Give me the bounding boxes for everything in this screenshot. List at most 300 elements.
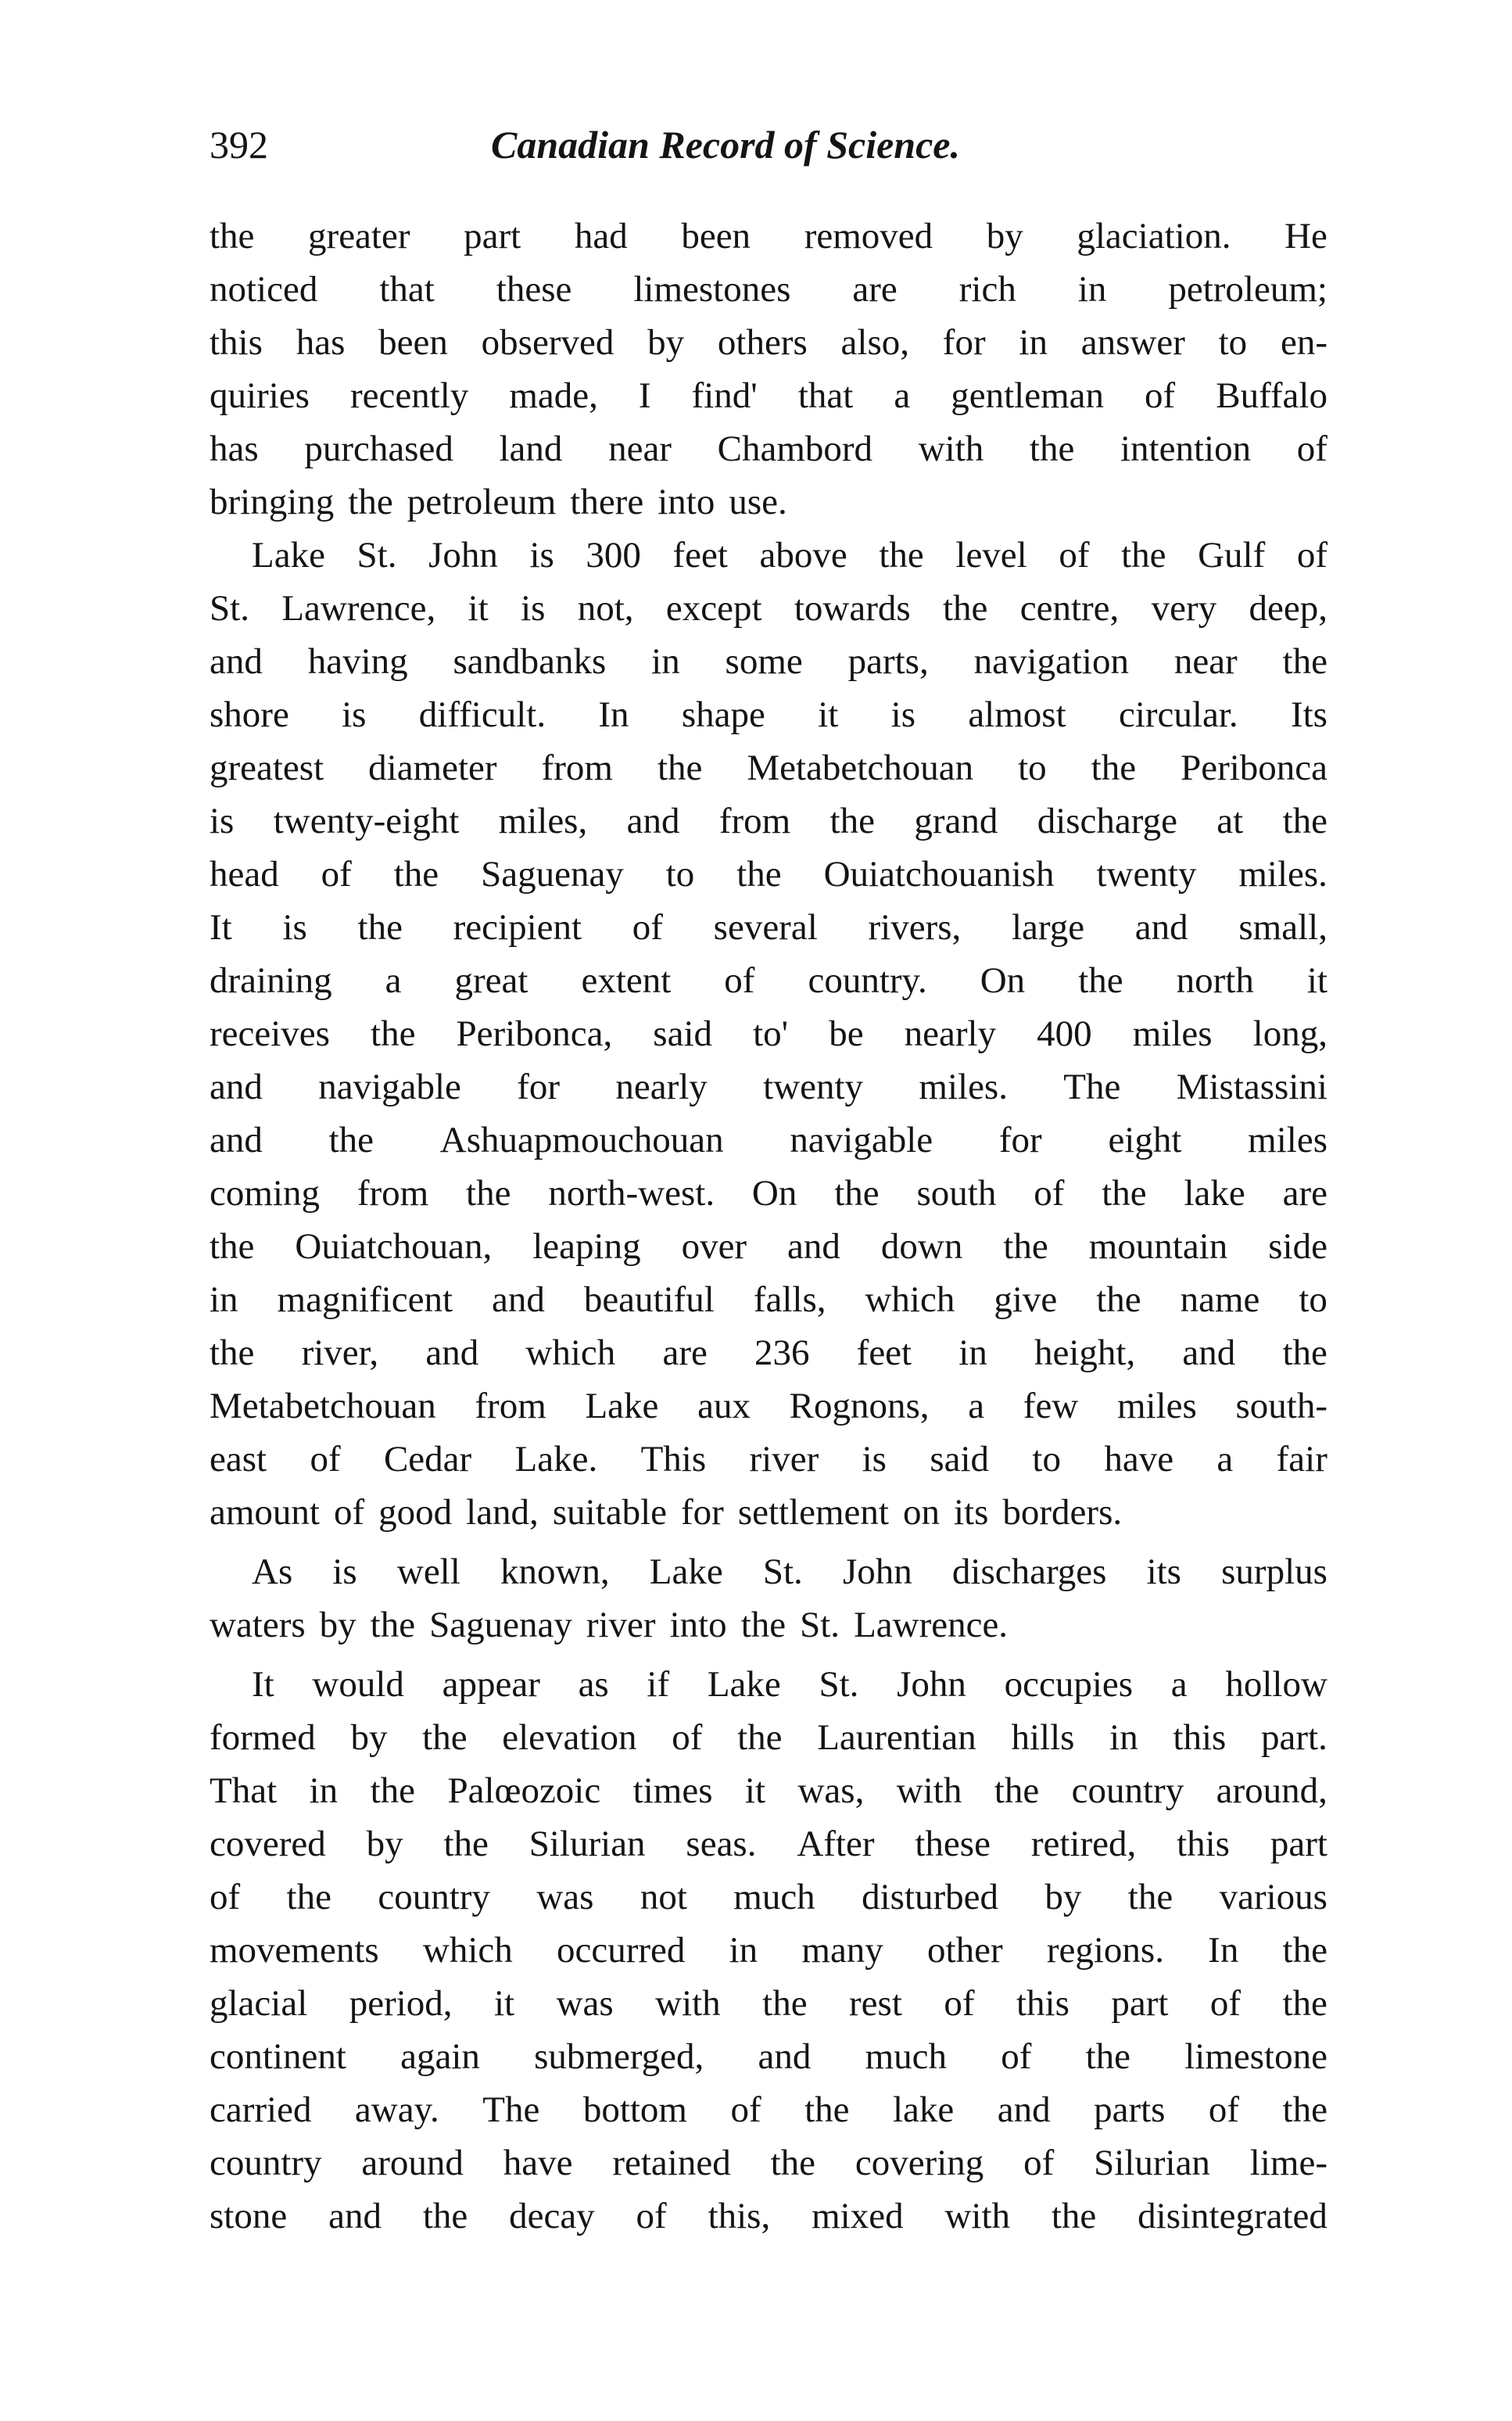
word: the — [737, 1717, 783, 1758]
text-line — [210, 422, 1327, 475]
word: by — [1044, 1877, 1082, 1917]
word: the — [762, 1983, 808, 2024]
text-line — [210, 635, 1327, 688]
word: occurred — [557, 1930, 686, 1971]
word: centre, — [1019, 588, 1120, 629]
word: St. — [800, 1605, 840, 1645]
word: the — [1282, 1983, 1327, 2024]
word: the — [994, 1770, 1040, 1811]
word: miles, — [498, 801, 588, 841]
word: noticed — [210, 269, 318, 310]
word: and — [210, 641, 263, 682]
word: en- — [1280, 322, 1327, 363]
word: the — [210, 1226, 255, 1267]
word: elevation — [502, 1717, 637, 1758]
word: On — [980, 960, 1026, 1001]
word: large — [1011, 907, 1085, 948]
word: carried — [210, 2089, 312, 2130]
word: has — [210, 429, 259, 469]
word: give — [994, 1279, 1058, 1320]
word: John — [428, 535, 498, 576]
word: greater — [308, 216, 410, 256]
word: Lake — [252, 535, 325, 576]
text-line — [210, 582, 1327, 635]
word: it — [818, 694, 839, 735]
word: down — [880, 1226, 963, 1267]
word: twenty-eight — [273, 801, 460, 841]
word: the — [371, 1013, 416, 1054]
word: and — [210, 1120, 263, 1160]
text-line — [210, 794, 1327, 848]
word: this — [1016, 1983, 1070, 2024]
word: surplus — [1221, 1551, 1327, 1592]
word: by — [319, 1605, 357, 1645]
text-line — [210, 1924, 1327, 1977]
word: retained — [612, 2143, 731, 2183]
word: in — [309, 1770, 339, 1811]
word: St. — [210, 588, 249, 629]
word: mixed — [812, 2196, 904, 2236]
word: from — [475, 1386, 546, 1426]
word: shape — [681, 694, 765, 735]
word: the — [1282, 801, 1327, 841]
word: which — [422, 1930, 513, 1971]
word: river — [749, 1439, 819, 1480]
text-line — [210, 688, 1327, 741]
word: the — [740, 1605, 786, 1645]
word: of — [672, 1717, 703, 1758]
word: of — [724, 960, 755, 1001]
word: the — [357, 907, 403, 948]
word: Silurian — [528, 1824, 646, 1864]
word: these — [915, 1824, 991, 1864]
word: long, — [1252, 1013, 1327, 1054]
word: Lake — [707, 1664, 781, 1705]
word: regions. — [1046, 1930, 1164, 1971]
word: the — [1029, 429, 1075, 469]
word: the — [1127, 1877, 1173, 1917]
word: of — [632, 907, 663, 948]
word: part — [1111, 1983, 1169, 2024]
word: disturbed — [862, 1877, 998, 1917]
word: with — [655, 1983, 721, 2024]
word: It — [210, 907, 232, 948]
word: for — [517, 1067, 561, 1107]
word: height, — [1034, 1332, 1136, 1373]
word: with — [896, 1770, 962, 1811]
word: it — [494, 1983, 515, 2024]
word: that — [379, 269, 435, 310]
word: In — [1208, 1930, 1239, 1971]
word: occupies — [1004, 1664, 1134, 1705]
word: land, — [466, 1492, 539, 1533]
word: of — [1145, 375, 1176, 416]
word: it — [1306, 960, 1327, 1001]
word: much — [865, 2036, 947, 2077]
word: by — [647, 322, 685, 363]
word: rivers, — [868, 907, 962, 948]
word: parts — [1094, 2089, 1166, 2130]
word: again — [400, 2036, 480, 2077]
word: these — [496, 269, 572, 310]
word: the — [1051, 2196, 1097, 2236]
word: of — [1001, 2036, 1032, 2077]
word: and — [997, 2089, 1051, 2130]
word: This — [640, 1439, 707, 1480]
word: for — [942, 322, 986, 363]
word: rest — [849, 1983, 902, 2024]
word: away. — [354, 2089, 439, 2130]
word: there — [570, 482, 644, 522]
word: the — [370, 1770, 415, 1811]
word: bringing — [210, 482, 335, 522]
word: St. — [819, 1664, 859, 1705]
word: have — [1104, 1439, 1174, 1480]
word: is — [529, 535, 554, 576]
word: petroleum — [407, 482, 557, 522]
word: in — [1109, 1717, 1138, 1758]
word: Laurentian — [817, 1717, 976, 1758]
word: had — [574, 216, 628, 256]
text-line — [210, 1817, 1327, 1870]
word: with — [944, 2196, 1010, 2236]
word: was — [556, 1983, 614, 2024]
word: the — [1282, 2089, 1327, 2130]
word: around — [361, 2143, 464, 2183]
text-line — [210, 1545, 1327, 1598]
word: shore — [210, 694, 289, 735]
word: lake — [892, 2089, 955, 2130]
word: near — [1173, 641, 1238, 682]
text-line — [210, 1167, 1327, 1220]
word: that — [797, 375, 854, 416]
word: and — [491, 1279, 545, 1320]
word: on — [902, 1492, 940, 1533]
word: of — [636, 2196, 667, 2236]
word: is — [342, 694, 367, 735]
word: extent — [581, 960, 672, 1001]
word: if — [647, 1664, 670, 1705]
word: side — [1268, 1226, 1327, 1267]
word: well — [396, 1551, 460, 1592]
word: and — [210, 1067, 263, 1107]
word: use. — [729, 482, 787, 522]
text-line — [210, 475, 1327, 529]
word: twenty — [1096, 854, 1197, 895]
text-line — [210, 210, 1327, 263]
word: stone — [210, 2196, 288, 2236]
word: in — [210, 1279, 238, 1320]
word: nearly — [904, 1013, 997, 1054]
text-line — [210, 1433, 1327, 1486]
word: It — [252, 1664, 274, 1705]
word: the — [1121, 535, 1166, 576]
text-line — [210, 529, 1327, 582]
word: submerged, — [534, 2036, 704, 2077]
word: is — [862, 1439, 887, 1480]
word: glaciation. — [1077, 216, 1231, 256]
word: and — [328, 2196, 382, 2236]
word: difficult. — [418, 694, 546, 735]
word: the — [829, 801, 875, 841]
word: great — [454, 960, 528, 1001]
text-line — [210, 1220, 1327, 1273]
word: north-west. — [548, 1173, 715, 1214]
text-line — [210, 2190, 1327, 2243]
word: the — [1096, 1279, 1141, 1320]
word: Metabetchouan — [210, 1386, 436, 1426]
word: the — [443, 1824, 489, 1864]
word: deep, — [1249, 588, 1327, 629]
word: south- — [1235, 1386, 1327, 1426]
word: country — [1071, 1770, 1184, 1811]
word: grand — [914, 801, 998, 841]
word: not — [640, 1877, 687, 1917]
word: recently — [349, 375, 469, 416]
word: John — [842, 1551, 912, 1592]
word: country — [210, 2143, 322, 2183]
word: Ashuapmouchouan — [439, 1120, 724, 1160]
word: gentleman — [951, 375, 1104, 416]
word: suitable — [552, 1492, 667, 1533]
word: are — [852, 269, 898, 310]
word: in — [958, 1332, 987, 1373]
word: and — [626, 801, 680, 841]
text-line — [210, 1870, 1327, 1924]
word: of — [333, 1492, 365, 1533]
word: nearly — [615, 1067, 708, 1107]
text-line — [210, 848, 1327, 901]
word: near — [608, 429, 672, 469]
word: Peribonca, — [456, 1013, 613, 1054]
word: leaping — [532, 1226, 641, 1267]
word: navigable — [318, 1067, 461, 1107]
word: made, — [509, 375, 598, 416]
word: been — [378, 322, 448, 363]
word: it — [468, 588, 489, 629]
word: level — [955, 535, 1027, 576]
word: movements — [210, 1930, 379, 1971]
word: of — [944, 1983, 975, 2024]
word: of — [730, 2089, 761, 2130]
word: I — [638, 375, 651, 416]
word: are — [1282, 1173, 1327, 1214]
word: beautiful — [583, 1279, 715, 1320]
word: of — [210, 1877, 241, 1917]
word: east — [210, 1439, 267, 1480]
word: discharge — [1037, 801, 1177, 841]
word: miles — [1248, 1120, 1327, 1160]
text-line — [210, 2083, 1327, 2136]
word: the — [1085, 2036, 1130, 2077]
word: this — [1173, 1717, 1227, 1758]
word: covering — [855, 2143, 984, 2183]
word: the — [879, 535, 924, 576]
word: are — [662, 1332, 708, 1373]
word: navigation — [973, 641, 1129, 682]
word: has — [296, 322, 346, 363]
word: almost — [968, 694, 1066, 735]
word: retired, — [1030, 1824, 1137, 1864]
word: in — [1019, 322, 1048, 363]
word: the — [370, 1605, 416, 1645]
text-line — [210, 1486, 1327, 1539]
word: a — [1170, 1664, 1188, 1705]
word: hills — [1011, 1717, 1075, 1758]
word: by — [366, 1824, 403, 1864]
word: of — [310, 1439, 341, 1480]
word: the — [1091, 748, 1137, 788]
word: the — [466, 1173, 511, 1214]
word: to — [1218, 322, 1248, 363]
word: fair — [1276, 1439, 1327, 1480]
word: mountain — [1088, 1226, 1228, 1267]
word: part. — [1261, 1717, 1327, 1758]
word: St. — [762, 1551, 803, 1592]
word: draining — [210, 960, 332, 1001]
word: been — [681, 216, 751, 256]
word: from — [541, 748, 613, 788]
word: the — [210, 1332, 255, 1373]
text-line — [210, 1658, 1327, 1711]
word: disintegrated — [1138, 2196, 1327, 2236]
word: feet — [672, 535, 728, 576]
word: Peribonca — [1181, 748, 1327, 788]
word: have — [503, 2143, 573, 2183]
word: hollow — [1225, 1664, 1327, 1705]
word: That — [210, 1770, 278, 1811]
word: to — [665, 854, 695, 895]
word: purchased — [304, 429, 453, 469]
word: with — [918, 429, 984, 469]
text-line — [210, 2136, 1327, 2190]
word: limestones — [633, 269, 791, 310]
word: of — [321, 854, 352, 895]
word: this, — [708, 2196, 771, 2236]
word: known, — [500, 1551, 610, 1592]
word: into — [657, 482, 715, 522]
word: observed — [481, 322, 614, 363]
word: the — [1282, 641, 1327, 682]
word: the — [210, 216, 255, 256]
word: the — [286, 1877, 331, 1917]
word: continent — [210, 2036, 346, 2077]
word: this — [1177, 1824, 1230, 1864]
word: of — [1023, 2143, 1055, 2183]
word: In — [598, 694, 629, 735]
text-line — [210, 741, 1327, 794]
word: intention — [1120, 429, 1252, 469]
word: for — [998, 1120, 1042, 1160]
word: 236 — [754, 1332, 810, 1373]
word: the — [393, 854, 439, 895]
word: Lake — [649, 1551, 723, 1592]
word: The — [1063, 1067, 1121, 1107]
word: the — [736, 854, 782, 895]
word: in — [651, 641, 680, 682]
word: of — [1296, 429, 1327, 469]
word: glacial — [210, 1983, 308, 2024]
word: bottom — [582, 2089, 687, 2130]
text-line — [210, 1379, 1327, 1433]
word: Lake — [585, 1386, 659, 1426]
word: navigable — [790, 1120, 933, 1160]
word: and — [425, 1332, 479, 1373]
word: few — [1023, 1386, 1079, 1426]
word: settlement — [737, 1492, 889, 1533]
word: appear — [442, 1664, 540, 1705]
word: period, — [349, 1983, 453, 2024]
word: name — [1180, 1279, 1260, 1320]
word: diameter — [368, 748, 497, 788]
word: above — [759, 535, 847, 576]
word: small, — [1238, 907, 1327, 948]
text-line — [210, 954, 1327, 1007]
word: and — [1182, 1332, 1236, 1373]
word: much — [733, 1877, 815, 1917]
word: Silurian — [1094, 2143, 1210, 2183]
word: Buffalo — [1216, 375, 1327, 416]
word: greatest — [210, 748, 324, 788]
text-line — [210, 2030, 1327, 2083]
word: Metabetchouan — [747, 748, 974, 788]
word: from — [357, 1173, 429, 1214]
word: sandbanks — [453, 641, 607, 682]
word: a — [385, 960, 402, 1001]
word: the — [1003, 1226, 1048, 1267]
word: 400 — [1037, 1013, 1092, 1054]
word: miles — [1116, 1386, 1197, 1426]
word: Mistassini — [1176, 1067, 1327, 1107]
word: is — [890, 694, 915, 735]
word: is — [332, 1551, 357, 1592]
word: seas. — [686, 1824, 757, 1864]
word: also, — [840, 322, 910, 363]
word: As — [252, 1551, 293, 1592]
word: Ouiatchouanish — [823, 854, 1055, 895]
word: river, — [301, 1332, 379, 1373]
word: not, — [577, 588, 634, 629]
word: this — [210, 322, 263, 363]
text-line — [210, 1764, 1327, 1817]
word: its — [953, 1492, 989, 1533]
word: having — [307, 641, 408, 682]
word: answer — [1080, 322, 1185, 363]
word: recipient — [453, 907, 582, 948]
word: others — [717, 322, 808, 363]
word: is — [521, 588, 546, 629]
word: the — [834, 1173, 880, 1214]
word: lake — [1184, 1173, 1245, 1214]
word: petroleum; — [1168, 269, 1327, 310]
word: except — [665, 588, 762, 629]
word: its — [1146, 1551, 1181, 1592]
word: around, — [1216, 1770, 1327, 1811]
word: Lake. — [514, 1439, 598, 1480]
word: a — [1216, 1439, 1234, 1480]
word: the — [804, 2089, 850, 2130]
word: a — [894, 375, 911, 416]
word: Palœozoic — [447, 1770, 601, 1811]
word: some — [725, 641, 803, 682]
word: waters — [210, 1605, 306, 1645]
word: to — [1299, 1279, 1327, 1320]
word: Rognons, — [789, 1386, 930, 1426]
word: said — [930, 1439, 990, 1480]
word: for — [681, 1492, 724, 1533]
word: towards — [794, 588, 911, 629]
word: quiries — [210, 375, 310, 416]
